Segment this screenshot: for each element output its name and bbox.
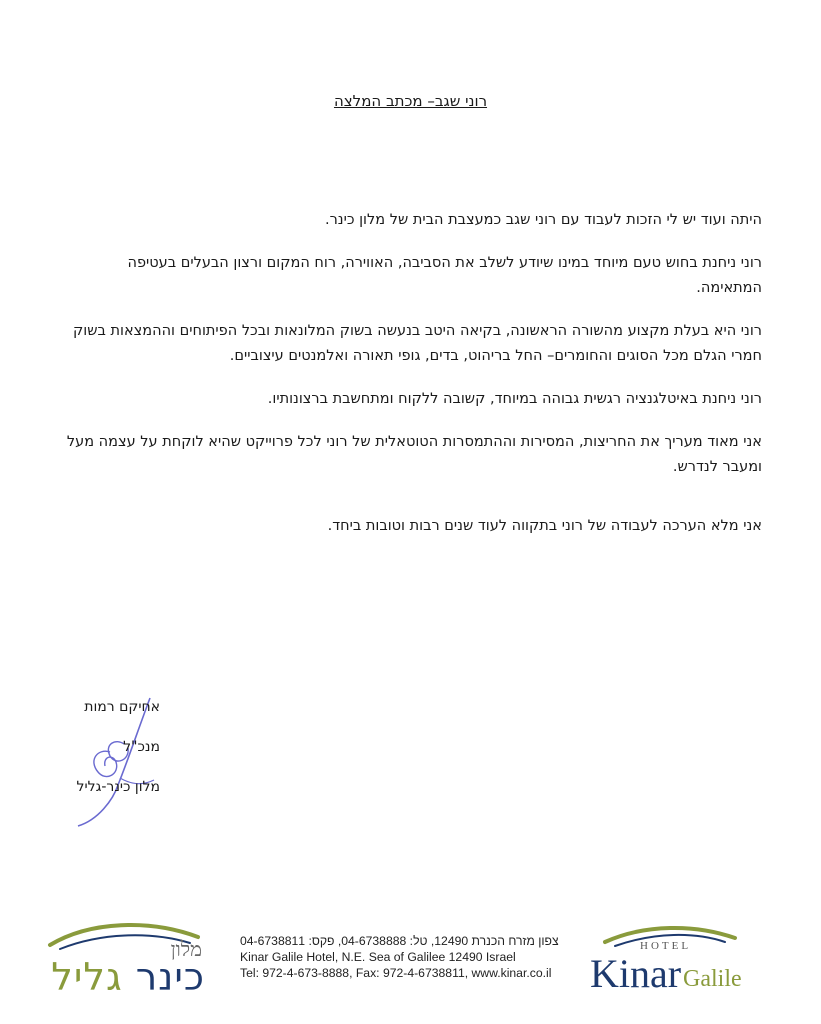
logo-left-small: מלון (170, 937, 202, 961)
paragraph-2: רוני ניחנת בחוש טעם מיוחד במינו שיודע לשלב את הסביבה, האווירה, רוח המקום ורצון הבעלים בעטיפה המתאימה. (127, 255, 762, 296)
closing-paragraph: אני מלא הערכה לעבודה של רוני בתקווה לעוד שנים רבות וטובות ביחד. (327, 518, 762, 534)
letter-title: רוני שגב– מכתב המלצה (333, 92, 488, 110)
signature-block (60, 697, 160, 817)
logo-left-big (51, 955, 205, 999)
paragraph-5: אני מאוד מעריך את החריצות, המסירות וההתמסרות הטוטאלית של רוני לכל פרוייקט שהיא לוקחת על עצמה מעל ומעבר לנדרש. (66, 434, 762, 475)
logo-galile-word: Galile (683, 966, 742, 992)
logo-left-word-b: גליל (51, 955, 123, 999)
signer-organization: מלון כינר-גליל (76, 779, 160, 795)
paragraph-3: רוני היא בעלת מקצוע מהשורה הראשונה, בקיאה היטב בנעשה בשוק המלונאות ובכל הפיתוחים וההמצאות בשוק חמרי הגלם מכל הסוגים והחומרים– החל בריהוט, בדים, גופי תאורה ואלמנטים עיצוביים. (72, 323, 762, 364)
contact-hebrew-line: צפון מזרח הכנרת 12490, טל: 04-6738888, פקס: 04-6738811 (240, 934, 559, 948)
contact-phone-line: Tel: 972-4-673-8888, Fax: 972-4-6738811, www.kinar.co.il (240, 966, 552, 980)
letterhead-footer (0, 905, 821, 1024)
paragraph-1: היתה ועוד יש לי הזכות לעבוד עם רוני שגב כמעצבת הבית של מלון כינר. (324, 212, 762, 228)
hebrew-logo (30, 915, 210, 1005)
paragraph-4: רוני ניחנת באיטלגנציה רגשית גבוהה במיוחד, קשובה ללקוח ומתחשבת ברצונותיו. (267, 391, 762, 407)
logo-left-word-a: כינר (135, 955, 205, 999)
signer-role: מנכ"ל (123, 739, 160, 755)
logo-kinar-word: Kinar (590, 951, 682, 996)
signer-name: אחיקם רמות (84, 699, 160, 715)
english-logo (585, 920, 785, 1010)
logo-hotel-word: HOTEL (640, 940, 692, 952)
letter-body (62, 208, 762, 557)
contact-info (240, 933, 570, 981)
contact-address-line: Kinar Galile Hotel, N.E. Sea of Galilee 12490 Israel (240, 950, 516, 964)
